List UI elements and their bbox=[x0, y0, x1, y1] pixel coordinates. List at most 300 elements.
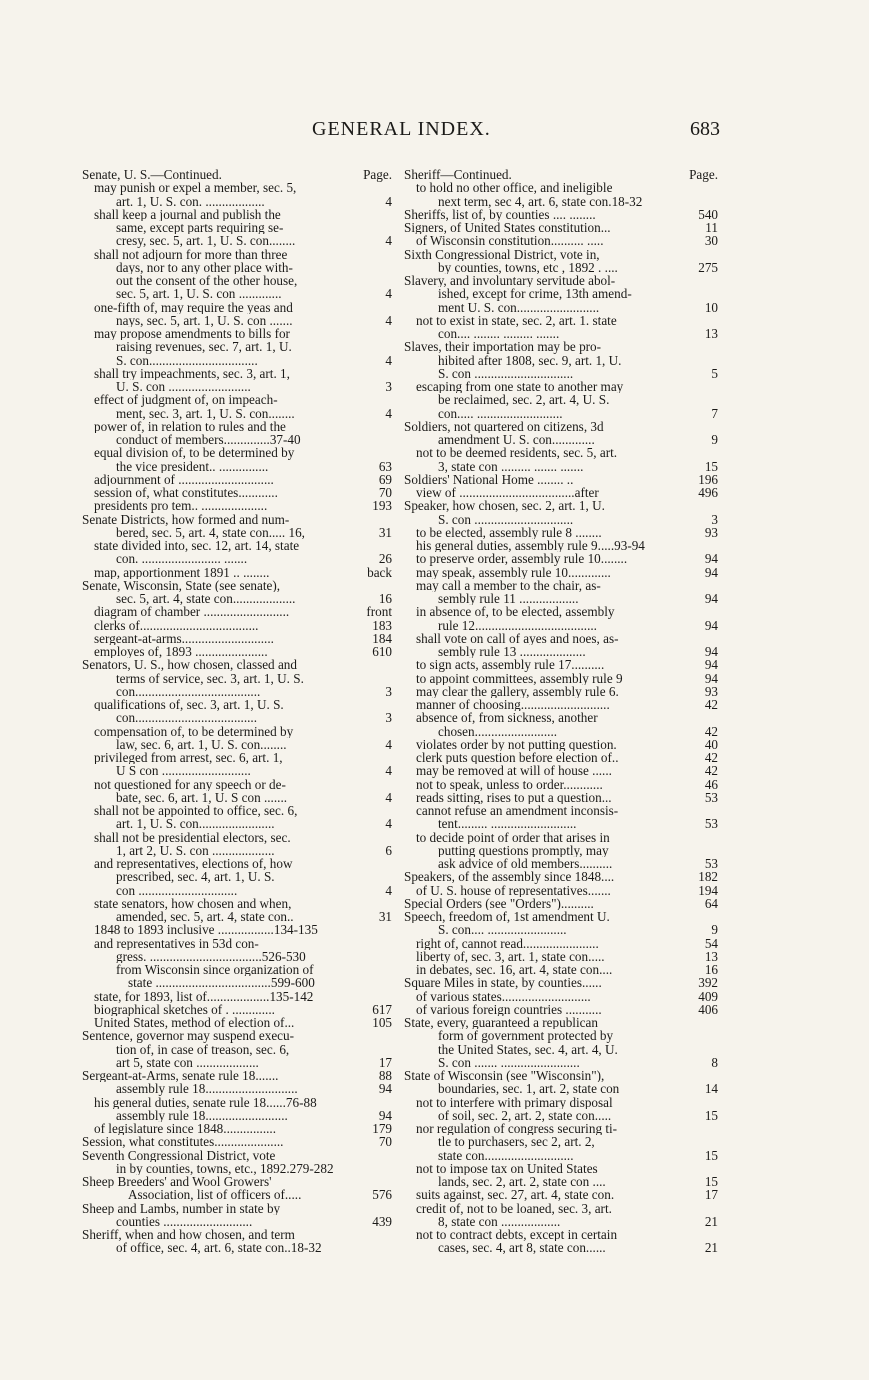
entry-text: not to contract debts, except in certain bbox=[416, 1228, 618, 1242]
entry-text: tion of, in case of treason, sec. 6, bbox=[116, 1042, 290, 1056]
entry-page-ref: 392 bbox=[698, 976, 718, 990]
entry-page-ref bbox=[715, 1228, 718, 1241]
entry-page-ref bbox=[715, 195, 718, 208]
entry-page-ref: 17 bbox=[704, 1188, 718, 1202]
entry-page-ref: 88 bbox=[378, 1069, 392, 1083]
entry-page-ref bbox=[389, 1162, 392, 1175]
index-entry-line bbox=[404, 950, 718, 963]
entry-text: cannot refuse an amendment inconsis- bbox=[416, 804, 619, 818]
entry-page-ref: 4 bbox=[385, 406, 392, 420]
entry-text: map, apportionment 1891 .. ........ bbox=[94, 565, 270, 579]
entry-page-ref: 16 bbox=[704, 963, 718, 977]
entry-page-ref bbox=[389, 658, 392, 671]
entry-text: of Wisconsin constitution.......... ..... bbox=[416, 234, 604, 248]
entry-page-ref bbox=[389, 725, 392, 738]
index-entry-line bbox=[82, 274, 392, 287]
entry-text: to preserve order, assembly rule 10........ bbox=[416, 552, 628, 566]
index-entry-line bbox=[404, 208, 718, 221]
entry-text: not to speak, unless to order............ bbox=[416, 777, 603, 791]
index-entry-line bbox=[82, 963, 392, 976]
entry-page-ref: 70 bbox=[378, 1135, 392, 1149]
index-entry-line bbox=[82, 1069, 392, 1082]
index-entry-line bbox=[404, 539, 718, 552]
index-entry-line bbox=[82, 221, 392, 234]
index-entry-line bbox=[82, 314, 392, 327]
index-entry-line bbox=[82, 499, 392, 512]
entry-text: art. 1, U. S. con....................... bbox=[116, 817, 275, 831]
index-entry-line bbox=[82, 672, 392, 685]
entry-text: con...................................... bbox=[116, 684, 261, 698]
index-entry-line bbox=[82, 340, 392, 353]
entry-text: S. con ....... ........................ bbox=[438, 1055, 580, 1069]
entry-text: Sheriffs, list of, by counties .... ........ bbox=[404, 207, 596, 221]
index-entry-line bbox=[82, 1228, 392, 1241]
entry-page-ref bbox=[389, 1096, 392, 1109]
entry-text: Soldiers' National Home ........ .. bbox=[404, 472, 574, 486]
index-entry-line bbox=[82, 460, 392, 473]
index-entry-line bbox=[404, 1122, 718, 1135]
entry-page-ref: 5 bbox=[711, 366, 718, 380]
entry-text: art. 1, U. S. con. .................. bbox=[116, 194, 265, 208]
entry-page-ref: 4 bbox=[385, 313, 392, 327]
entry-page-ref bbox=[715, 181, 718, 194]
index-entry-line bbox=[82, 632, 392, 645]
entry-text: days, nor to any other place with- bbox=[116, 260, 293, 274]
index-entry-line bbox=[404, 963, 718, 976]
index-entry-line bbox=[82, 327, 392, 340]
index-entry-line bbox=[82, 420, 392, 433]
index-entry-line bbox=[82, 367, 392, 380]
entry-text: sec. 5, art. 1, U. S. con ............. bbox=[116, 287, 282, 301]
entry-page-ref: 182 bbox=[698, 870, 718, 884]
entry-page-ref bbox=[715, 1016, 718, 1029]
entry-text: in absence of, to be elected, assembly bbox=[416, 605, 615, 619]
entry-page-ref: 63 bbox=[378, 459, 392, 473]
entry-text: power of, in relation to rules and the bbox=[94, 419, 286, 433]
entry-page-ref bbox=[389, 1043, 392, 1056]
index-entry-line bbox=[404, 327, 718, 340]
index-entry-line bbox=[82, 1122, 392, 1135]
entry-page-ref bbox=[715, 605, 718, 618]
entry-text: view of ...................................after bbox=[416, 486, 599, 500]
entry-page-ref: 53 bbox=[704, 790, 718, 804]
index-entry-line bbox=[82, 1096, 392, 1109]
entry-page-ref: 31 bbox=[378, 910, 392, 924]
index-entry-line bbox=[82, 486, 392, 499]
entry-page-ref bbox=[715, 844, 718, 857]
index-entry-line bbox=[404, 910, 718, 923]
entry-text: Sergeant-at-Arms, senate rule 18....... bbox=[82, 1069, 279, 1083]
index-entry-line bbox=[82, 1003, 392, 1016]
entry-text: con .............................. bbox=[116, 883, 238, 897]
index-entry-line bbox=[82, 1175, 392, 1188]
entry-text: to decide point of order that arises in bbox=[416, 830, 610, 844]
entry-text: and representatives in 53d con- bbox=[94, 936, 259, 950]
entry-page-ref bbox=[715, 248, 718, 261]
index-entry-line bbox=[82, 234, 392, 247]
entry-text: sembly rule 13 .................... bbox=[438, 645, 586, 659]
entry-page-ref: 105 bbox=[372, 1016, 392, 1030]
page-header bbox=[100, 118, 720, 148]
index-entry-line bbox=[82, 605, 392, 618]
entry-page-ref: 496 bbox=[698, 486, 718, 500]
entry-text: effect of judgment of, on impeach- bbox=[94, 393, 278, 407]
index-entry-line bbox=[404, 619, 718, 632]
index-entry-line bbox=[82, 354, 392, 367]
index-entry-line bbox=[404, 976, 718, 989]
entry-text: bate, sec. 6, art. 1, U. S con ....... bbox=[116, 790, 288, 804]
index-entry-line bbox=[404, 738, 718, 751]
index-entry-line bbox=[82, 1241, 392, 1254]
entry-page-ref: 53 bbox=[704, 817, 718, 831]
entry-page-ref: 6 bbox=[385, 843, 392, 857]
entry-text: qualifications of, sec. 3, art. 1, U. S. bbox=[94, 698, 284, 712]
entry-text: shall not be presidential electors, sec. bbox=[94, 830, 291, 844]
index-entry-line bbox=[404, 817, 718, 830]
index-entry-line bbox=[404, 579, 718, 592]
index-entry-line bbox=[82, 738, 392, 751]
entry-page-ref bbox=[389, 804, 392, 817]
entry-text: his general duties, assembly rule 9.....93-94 bbox=[416, 539, 645, 553]
entry-text: Sheep and Lambs, number in state by bbox=[82, 1201, 281, 1215]
index-entry-line bbox=[82, 1215, 392, 1228]
entry-page-ref bbox=[715, 831, 718, 844]
index-entry-line bbox=[404, 698, 718, 711]
index-entry-line bbox=[404, 287, 718, 300]
entry-page-ref bbox=[389, 857, 392, 870]
index-entry-line bbox=[404, 711, 718, 724]
entry-page-ref bbox=[715, 804, 718, 817]
index-entry-line bbox=[404, 314, 718, 327]
entry-text: 8, state con .................. bbox=[438, 1214, 561, 1228]
entry-text: credit of, not to be loaned, sec. 3, art. bbox=[416, 1201, 612, 1215]
entry-page-ref: 193 bbox=[372, 499, 392, 513]
entry-text: tent......... .......................... bbox=[438, 817, 577, 831]
entry-page-ref: 16 bbox=[378, 592, 392, 606]
entry-text: adjournment of ............................. bbox=[94, 472, 274, 486]
entry-text: not questioned for any speech or de- bbox=[94, 777, 286, 791]
entry-page-ref bbox=[715, 1096, 718, 1109]
entry-text: conduct of members..............37-40 bbox=[116, 433, 301, 447]
entry-text: state con........................... bbox=[438, 1148, 574, 1162]
entry-page-ref: 406 bbox=[698, 1002, 718, 1016]
left-column-heading bbox=[82, 168, 392, 181]
entry-page-ref: 10 bbox=[704, 300, 718, 314]
entry-text: equal division of, to be determined by bbox=[94, 446, 295, 460]
entry-page-ref: 3 bbox=[385, 684, 392, 698]
index-entry-line bbox=[404, 221, 718, 234]
index-entry-line bbox=[82, 764, 392, 777]
index-entry-line bbox=[82, 857, 392, 870]
index-entry-line bbox=[82, 817, 392, 830]
index-entry-line bbox=[404, 1069, 718, 1082]
entry-page-ref bbox=[389, 963, 392, 976]
entry-text: cases, sec. 4, art 8, state con...... bbox=[438, 1241, 606, 1255]
index-entry-line bbox=[82, 1162, 392, 1175]
index-entry-line bbox=[404, 1135, 718, 1148]
entry-page-ref: back bbox=[367, 565, 392, 579]
entry-text: sergeant-at-arms............................ bbox=[94, 631, 274, 645]
index-entry-line bbox=[82, 526, 392, 539]
entry-text: to hold no other office, and ineligible bbox=[416, 181, 613, 195]
index-entry-line bbox=[404, 301, 718, 314]
index-entry-line bbox=[82, 301, 392, 314]
index-entry-line bbox=[404, 1043, 718, 1056]
left-entry-list bbox=[82, 181, 392, 1254]
entry-text: not to impose tax on United States bbox=[416, 1161, 598, 1175]
entry-text: state senators, how chosen and when, bbox=[94, 896, 292, 910]
entry-page-ref bbox=[715, 1162, 718, 1175]
entry-page-ref: 94 bbox=[704, 645, 718, 659]
index-entry-line bbox=[404, 884, 718, 897]
entry-page-ref: 15 bbox=[704, 1148, 718, 1162]
entry-page-ref: 31 bbox=[378, 525, 392, 539]
entry-page-ref: 4 bbox=[385, 764, 392, 778]
entry-text: terms of service, sec. 3, art. 1, U. S. bbox=[116, 671, 304, 685]
right-heading-text: Sheriff—Continued. bbox=[404, 167, 512, 182]
entry-page-ref: 21 bbox=[704, 1241, 718, 1255]
entry-page-ref bbox=[389, 870, 392, 883]
entry-text: be reclaimed, sec. 2, art. 4, U. S. bbox=[438, 393, 610, 407]
entry-text: to sign acts, assembly rule 17.......... bbox=[416, 658, 605, 672]
index-entry-line bbox=[404, 1056, 718, 1069]
entry-page-ref bbox=[715, 579, 718, 592]
entry-page-ref: 275 bbox=[698, 260, 718, 274]
entry-text: bered, sec. 5, art. 4, state con..... 16, bbox=[116, 525, 305, 539]
index-entry-line bbox=[404, 499, 718, 512]
entry-page-ref: 4 bbox=[385, 883, 392, 897]
entry-text: assembly rule 18............................ bbox=[116, 1082, 298, 1096]
entry-page-ref: 42 bbox=[704, 724, 718, 738]
index-entry-line bbox=[404, 1241, 718, 1254]
index-entry-line bbox=[404, 844, 718, 857]
index-entry-line bbox=[404, 367, 718, 380]
entry-text: ment, sec. 3, art. 1, U. S. con........ bbox=[116, 406, 295, 420]
entry-text: compensation of, to be determined by bbox=[94, 724, 294, 738]
entry-text: Seventh Congressional District, vote bbox=[82, 1148, 276, 1162]
index-entry-line bbox=[404, 473, 718, 486]
entry-page-ref: 93 bbox=[704, 525, 718, 539]
entry-text: may be removed at will of house ...... bbox=[416, 764, 612, 778]
index-entry-line bbox=[82, 261, 392, 274]
entry-page-ref bbox=[389, 923, 392, 936]
entry-text: same, except parts requiring se- bbox=[116, 221, 284, 235]
entry-text: nays, sec. 5, art. 1, U. S. con ....... bbox=[116, 313, 293, 327]
entry-text: State, every, guaranteed a republican bbox=[404, 1016, 598, 1030]
entry-page-ref: 94 bbox=[704, 671, 718, 685]
entry-text: state, for 1893, list of...................135-142 bbox=[94, 989, 314, 1003]
entry-text: not to interfere with primary disposal bbox=[416, 1095, 613, 1109]
entry-text: hibited after 1808, sec. 9, art. 1, U. bbox=[438, 353, 622, 367]
index-entry-line bbox=[404, 1228, 718, 1241]
entry-page-ref: 13 bbox=[704, 327, 718, 341]
entry-page-ref bbox=[389, 698, 392, 711]
index-entry-line bbox=[404, 1096, 718, 1109]
index-entry-line bbox=[404, 764, 718, 777]
entry-text: ask advice of old members.......... bbox=[438, 857, 613, 871]
entry-text: sembly rule 11 .................. bbox=[438, 592, 579, 606]
entry-text: of legislature since 1848................ bbox=[94, 1122, 277, 1136]
left-column bbox=[82, 168, 392, 1255]
entry-text: not to be deemed residents, sec. 5, art. bbox=[416, 446, 618, 460]
entry-page-ref: 9 bbox=[711, 923, 718, 937]
entry-page-ref bbox=[715, 499, 718, 512]
index-entry-line bbox=[82, 725, 392, 738]
entry-text: prescribed, sec. 4, art. 1, U. S. bbox=[116, 870, 275, 884]
entry-text: state ...................................599-600 bbox=[128, 976, 315, 990]
entry-page-ref bbox=[389, 672, 392, 685]
index-entry-line bbox=[404, 632, 718, 645]
entry-page-ref: 439 bbox=[372, 1214, 392, 1228]
index-entry-line bbox=[82, 208, 392, 221]
index-entry-line bbox=[404, 340, 718, 353]
index-entry-line bbox=[82, 1016, 392, 1029]
entry-page-ref: 30 bbox=[704, 234, 718, 248]
index-entry-line bbox=[404, 1082, 718, 1095]
entry-page-ref: 94 bbox=[378, 1108, 392, 1122]
entry-text: con.... ........ ......... ....... bbox=[438, 327, 560, 341]
entry-page-ref bbox=[389, 1175, 392, 1188]
entry-text: escaping from one state to another may bbox=[416, 380, 624, 394]
index-entry-line bbox=[404, 672, 718, 685]
entry-page-ref bbox=[389, 831, 392, 844]
entry-page-ref: 15 bbox=[704, 1175, 718, 1189]
entry-page-ref: 17 bbox=[378, 1055, 392, 1069]
entry-page-ref bbox=[389, 539, 392, 552]
entry-page-ref: 8 bbox=[711, 1055, 718, 1069]
entry-page-ref bbox=[389, 420, 392, 433]
entry-page-ref bbox=[389, 751, 392, 764]
entry-text: Speakers, of the assembly since 1848.... bbox=[404, 870, 615, 884]
entry-page-ref bbox=[715, 420, 718, 433]
entry-text: Soldiers, not quartered on citizens, 3d bbox=[404, 419, 604, 433]
entry-page-ref: 183 bbox=[372, 618, 392, 632]
entry-page-ref: 4 bbox=[385, 817, 392, 831]
entry-page-ref bbox=[389, 301, 392, 314]
index-entry-line bbox=[404, 791, 718, 804]
index-entry-line bbox=[404, 804, 718, 817]
entry-text: nor regulation of congress securing ti- bbox=[416, 1122, 618, 1136]
entry-text: clerk puts question before election of.. bbox=[416, 751, 619, 765]
index-entry-line bbox=[82, 658, 392, 671]
entry-page-ref: 7 bbox=[711, 406, 718, 420]
entry-page-ref: 409 bbox=[698, 989, 718, 1003]
index-entry-line bbox=[82, 473, 392, 486]
entry-text: State of Wisconsin (see "Wisconsin"), bbox=[404, 1069, 605, 1083]
entry-text: con..................................... bbox=[116, 711, 258, 725]
index-entry-line bbox=[82, 433, 392, 446]
entry-text: Sixth Congressional District, vote in, bbox=[404, 247, 600, 261]
entry-page-ref: 610 bbox=[372, 645, 392, 659]
entry-page-ref: 70 bbox=[378, 486, 392, 500]
entry-text: by counties, towns, etc , 1892 . .... bbox=[438, 260, 618, 274]
entry-text: amendment U. S. con............. bbox=[438, 433, 595, 447]
entry-text: Senate, Wisconsin, State (see senate), bbox=[82, 578, 281, 592]
index-entry-line bbox=[404, 937, 718, 950]
index-entry-line bbox=[404, 248, 718, 261]
entry-page-ref: 54 bbox=[704, 936, 718, 950]
entry-text: shall not be appointed to office, sec. 6, bbox=[94, 804, 298, 818]
entry-text: clerks of.................................... bbox=[94, 618, 259, 632]
index-entry-line bbox=[404, 420, 718, 433]
entry-page-ref: 94 bbox=[704, 592, 718, 606]
entry-text: of office, sec. 4, art. 6, state con..18-32 bbox=[116, 1241, 322, 1255]
entry-text: in by counties, towns, etc., 1892.279-282 bbox=[116, 1161, 334, 1175]
index-entry-line bbox=[404, 486, 718, 499]
entry-text: violates order by not putting question. bbox=[416, 737, 617, 751]
entry-text: S. con................................. bbox=[116, 353, 258, 367]
index-entry-line bbox=[404, 658, 718, 671]
index-entry-line bbox=[82, 910, 392, 923]
index-entry-line bbox=[82, 844, 392, 857]
entry-text: Speaker, how chosen, sec. 2, art. 1, U. bbox=[404, 499, 605, 513]
index-entry-line bbox=[82, 937, 392, 950]
entry-page-ref bbox=[389, 579, 392, 592]
entry-text: tle to purchasers, sec 2, art. 2, bbox=[438, 1135, 595, 1149]
entry-page-ref bbox=[715, 1069, 718, 1082]
index-entry-line bbox=[404, 1016, 718, 1029]
index-entry-line bbox=[404, 1175, 718, 1188]
index-entry-line bbox=[82, 698, 392, 711]
entry-text: Special Orders (see "Orders").......... bbox=[404, 896, 594, 910]
index-entry-line bbox=[404, 605, 718, 618]
entry-page-ref bbox=[715, 1202, 718, 1215]
index-entry-line bbox=[82, 1029, 392, 1042]
entry-text: his general duties, senate rule 18......76-88 bbox=[94, 1095, 317, 1109]
entry-page-ref: 42 bbox=[704, 698, 718, 712]
entry-page-ref bbox=[715, 354, 718, 367]
entry-text: ment U. S. con......................... bbox=[438, 300, 600, 314]
index-entry-line bbox=[82, 552, 392, 565]
entry-text: chosen......................... bbox=[438, 724, 558, 738]
index-entry-line bbox=[404, 1215, 718, 1228]
entry-page-ref: 4 bbox=[385, 234, 392, 248]
entry-page-ref bbox=[715, 274, 718, 287]
index-entry-line bbox=[404, 990, 718, 1003]
index-entry-line bbox=[82, 380, 392, 393]
index-entry-line bbox=[404, 552, 718, 565]
index-entry-line bbox=[404, 407, 718, 420]
entry-text: presidents pro tem.. .................... bbox=[94, 499, 268, 513]
entry-page-ref bbox=[389, 1202, 392, 1215]
index-entry-line bbox=[82, 195, 392, 208]
entry-text: of various states........................... bbox=[416, 989, 591, 1003]
entry-text: boundaries, sec. 1, art. 2, state con bbox=[438, 1082, 620, 1096]
entry-text: of soil, sec. 2, art. 2, state con..... bbox=[438, 1108, 612, 1122]
entry-page-ref bbox=[389, 976, 392, 989]
index-entry-line bbox=[404, 446, 718, 459]
index-entry-line bbox=[82, 1056, 392, 1069]
index-entry-line bbox=[404, 1202, 718, 1215]
entry-page-ref: 94 bbox=[704, 552, 718, 566]
index-entry-line bbox=[404, 566, 718, 579]
entry-text: 3, state con ......... ....... ....... bbox=[438, 459, 584, 473]
index-entry-line bbox=[82, 248, 392, 261]
entry-page-ref: 53 bbox=[704, 857, 718, 871]
index-entry-line bbox=[404, 195, 718, 208]
entry-page-ref: 42 bbox=[704, 764, 718, 778]
entry-text: of various foreign countries ........... bbox=[416, 1002, 602, 1016]
entry-page-ref bbox=[389, 937, 392, 950]
page-number: 683 bbox=[690, 118, 720, 140]
entry-page-ref bbox=[715, 380, 718, 393]
entry-text: from Wisconsin since organization of bbox=[116, 963, 314, 977]
index-entry-line bbox=[404, 1109, 718, 1122]
entry-page-ref: 3 bbox=[711, 512, 718, 526]
index-entry-line bbox=[82, 711, 392, 724]
entry-page-ref bbox=[715, 393, 718, 406]
entry-page-ref bbox=[715, 632, 718, 645]
